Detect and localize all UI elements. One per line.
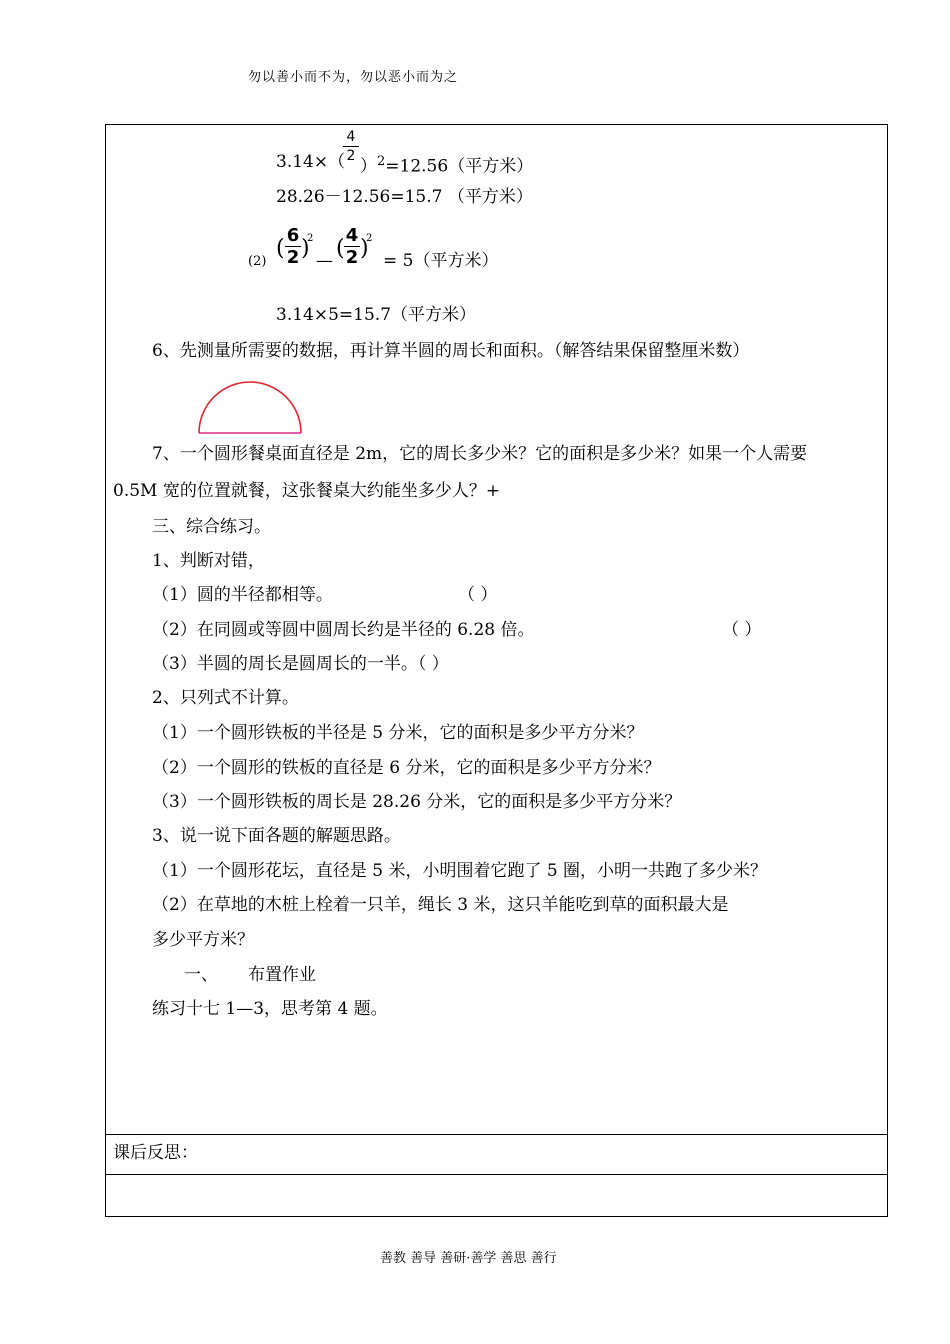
formula-title: 2、只列式不计算。 — [152, 688, 299, 708]
thinking-title: 3、说一说下面各题的解题思路。 — [152, 826, 401, 846]
judge-item-1-blank[interactable]: （ ） — [458, 585, 498, 605]
calc-line-2: 28.26－12.56=15.7 （平方米） — [276, 187, 533, 207]
formula-item-3: （3）一个圆形铁板的周长是 28.26 分米，它的面积是多少平方分米？ — [152, 792, 682, 812]
judge-item-2-blank[interactable]: （ ） — [722, 620, 762, 640]
reflection-label: 课后反思： — [113, 1143, 198, 1163]
judge-item-2: （2）在同圆或等圆中圆周长约是半径的 6.28 倍。 — [152, 620, 535, 640]
calc-line-4: 3.14×5=15.7（平方米） — [276, 305, 477, 325]
open-paren-b: ( — [336, 236, 345, 261]
judge-title: 1、判断对错， — [152, 551, 265, 571]
homework-content: 练习十七 1—3，思考第 4 题。 — [152, 999, 388, 1019]
section-3-title: 三、综合练习。 — [152, 517, 271, 537]
homework-number: 一、 — [184, 965, 218, 985]
judge-item-1: （1）圆的半径都相等。 — [152, 585, 333, 605]
calc-line-1-exponent: 2 — [377, 154, 386, 169]
question-6: 6、先测量所需要的数据，再计算半圆的周长和面积。（解答结果保留整厘米数） — [152, 341, 750, 361]
calc-line-1-close: ） — [360, 156, 377, 177]
question-7-line-1: 7、一个圆形餐桌面直径是 2m，它的周长多少米？它的面积是多少米？如果一个人需要 — [152, 444, 808, 464]
formula-item-1: （1）一个圆形铁板的半径是 5 分米，它的面积是多少平方分米？ — [152, 723, 644, 743]
table-divider-blank — [105, 1174, 888, 1175]
exponent-b: 2 — [366, 233, 373, 244]
judge-item-3: （3）半圆的周长是圆周长的一半。（ ） — [152, 654, 449, 674]
calc-line-1-fraction — [343, 128, 359, 165]
fraction-b — [344, 225, 360, 268]
calc-part-2-result: = 5（平方米） — [383, 251, 499, 271]
calc-line-1-prefix: 3.14×（ — [276, 152, 346, 172]
thinking-item-2-line-1: （2）在草地的木桩上栓着一只羊，绳长 3 米，这只羊能吃到草的面积最大是 — [152, 895, 729, 915]
homework-title: 布置作业 — [248, 965, 316, 985]
thinking-item-2-line-2: 多少平方米？ — [152, 930, 254, 950]
footer-motto: 善教 善导 善研·善学 善思 善行 — [380, 1251, 557, 1266]
question-7-line-2: 0.5M 宽的位置就餐，这张餐桌大约能坐多少人？+ — [113, 481, 501, 501]
open-paren-a: ( — [276, 236, 285, 261]
formula-item-2: （2）一个圆形的铁板的直径是 6 分米，它的面积是多少平方分米？ — [152, 758, 661, 778]
calc-line-1 — [276, 151, 345, 173]
fraction-denominator: 2 — [346, 148, 356, 164]
exponent-a: 2 — [307, 233, 314, 244]
semicircle-arc — [199, 382, 301, 433]
calc-line-1-suffix: =12.56（平方米） — [385, 156, 534, 177]
semicircle-figure — [196, 378, 304, 436]
close-paren-a: ) — [301, 236, 310, 261]
fraction-b-denominator: 2 — [345, 247, 359, 268]
calc-part-2-label: (2) — [248, 254, 267, 269]
thinking-item-1: （1）一个圆形花坛，直径是 5 米，小明围着它跑了 5 圈，小明一共跑了多少米？ — [152, 861, 768, 881]
fraction-numerator: 4 — [346, 129, 356, 145]
header-motto: 勿以善小而不为，勿以恶小而为之 — [248, 70, 459, 85]
table-divider-reflection — [105, 1134, 888, 1135]
fraction-b-numerator: 4 — [345, 225, 359, 246]
calc-line-1-rest — [360, 151, 533, 178]
fraction-a-denominator: 2 — [286, 247, 300, 268]
fraction-a-numerator: 6 — [286, 225, 300, 246]
minus-sign: — — [316, 251, 333, 271]
close-paren-b: ) — [360, 236, 369, 261]
fraction-a — [285, 225, 301, 268]
